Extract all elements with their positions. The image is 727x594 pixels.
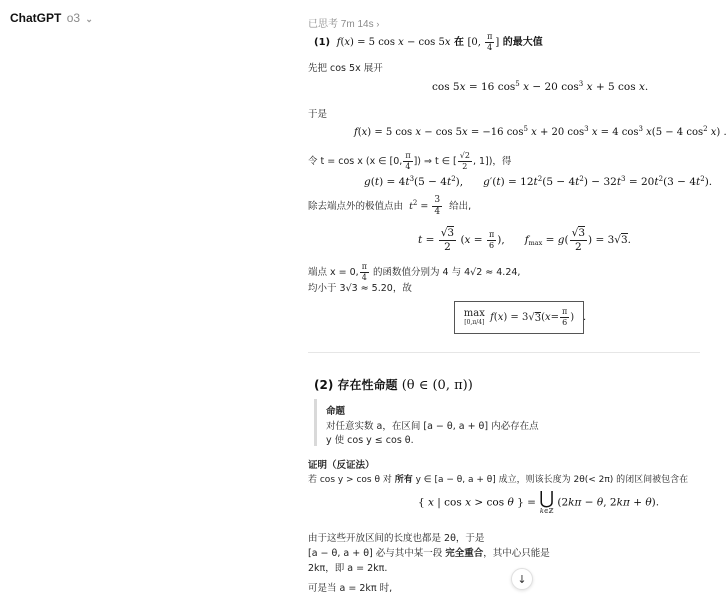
proposition-line1: 对任意实数 a，在区间 [a − θ, a + θ] 内必存在点 bbox=[326, 421, 539, 432]
proposition-line2: y 使 cos y ≤ cos θ. bbox=[326, 435, 414, 446]
critical-text: 除去端点外的极值点由 $t^2$ = $\frac{3}{4}$ 给出, bbox=[308, 195, 472, 217]
proof-label: 证明（反证法） bbox=[308, 460, 375, 471]
critical-value: t = $\frac{√3}{2}$ (x = $\frac{\pi}{6}$ ), $f_{max} = g$( $\frac{√3}{2}$ ) = 3√3. bbox=[418, 227, 631, 253]
boxed-answer: max [0,π/4] f ( x ) = 3√ 3 ( x = $\frac{\pi}{6}$ ) bbox=[454, 301, 584, 334]
cos5x-expansion: cos 5x = 16 $\cos^5 x - 20$ $\cos^3 x + 5$ cos x. bbox=[432, 80, 649, 93]
union-equation: { x | cos x > cos θ } = ⋃ k∈ℤ (2kπ − θ, 2kπ + θ). bbox=[418, 488, 660, 515]
thinking-label: 已思考 7m 14s bbox=[308, 19, 374, 30]
substitution-text: 令 t = cos x (x ∈ [0, $\frac{\pi}{4}$ ]) ⇒ t ∈ [ $\frac{√2}{2}$ , 1])，得 bbox=[308, 151, 512, 171]
proposition-label: 命题 bbox=[326, 406, 346, 417]
proof-line1: 若 cos y > cos θ 对 所有 y ∈ [a − θ, a + θ] 成立，则该长度为 2θ(< 2π) 的闭区间被包含在 bbox=[308, 475, 689, 485]
model-name: o3 bbox=[66, 11, 81, 25]
part2-heading: (2) 存在性命题 (θ ∈ (0, π)) bbox=[314, 378, 473, 393]
arrow-down-icon: ↓ bbox=[517, 572, 527, 586]
compare-text: 均小于 3√3 ≈ 5.20，故 bbox=[308, 283, 412, 294]
boxed-period: . bbox=[583, 312, 587, 323]
thinking-summary[interactable] bbox=[308, 15, 379, 30]
since-line3: 2kπ，即 a = 2kπ. bbox=[308, 563, 388, 574]
but-line: 可是当 a = 2kπ 时, bbox=[308, 583, 393, 594]
so-text: 于是 bbox=[308, 109, 328, 120]
g-derivative: $g(t) = 4t^3(5 - 4t^2)$, $g'(t) = 12t^2(5 - 4t^2) - 32t^3 = 20t^2(3 - 4t^2)$. bbox=[364, 175, 713, 188]
section-divider bbox=[308, 352, 700, 353]
app-title[interactable] bbox=[10, 11, 93, 25]
part1-heading: (1) f(x) = 5 cos x − cos 5x 在 [0, $\frac{\pi}{4}$ ] 的最大值 bbox=[314, 32, 543, 52]
endpoint-text: 端点 x = 0, $\frac{\pi}{4}$ 的函数值分别为 4 与 4√2 ≈ 4.24, bbox=[308, 262, 521, 282]
chevron-down-icon: ⌄ bbox=[85, 14, 93, 24]
chevron-right-icon: › bbox=[376, 19, 380, 29]
assistant-message bbox=[308, 0, 727, 594]
f-expansion: f(x) = 5 cos x − cos 5x = −16 $\cos^5 x + 20$ $\cos^3 x = 4$ $\cos^3 x(5 - 4$ $\cos^2 x$) . bbox=[354, 125, 727, 138]
expand-text: 先把 cos 5x 展开 bbox=[308, 63, 383, 74]
scroll-down-button[interactable] bbox=[511, 568, 533, 590]
since-line2: [a − θ, a + θ] 必与其中某一段 完全重合，其中心只能是 bbox=[308, 548, 550, 559]
app-name: ChatGPT bbox=[10, 11, 62, 25]
proposition-block bbox=[314, 399, 539, 446]
since-line1: 由于这些开放区间的长度也都是 2θ，于是 bbox=[308, 533, 485, 544]
